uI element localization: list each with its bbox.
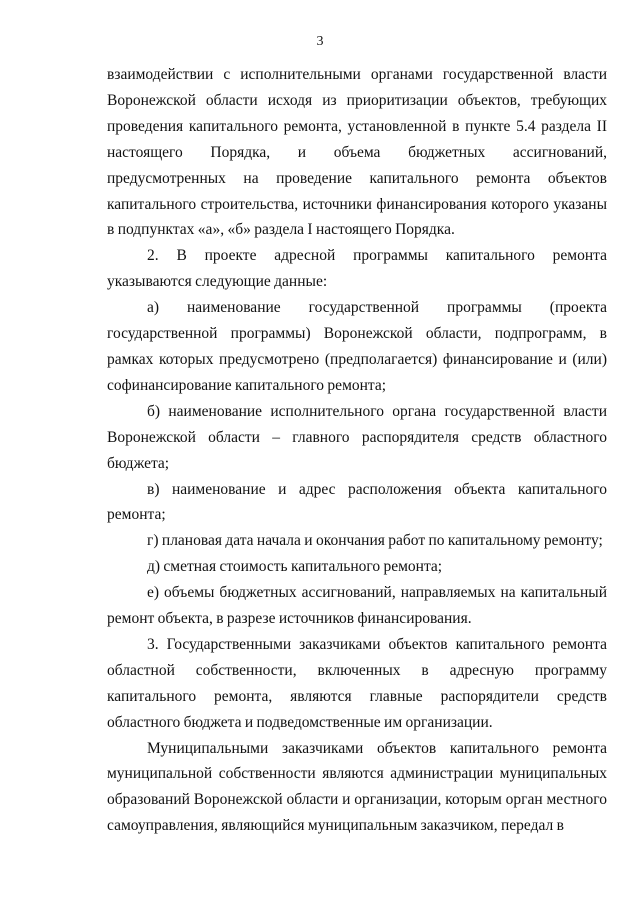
page-number: 3	[316, 34, 324, 49]
paragraph-subitem-g: г) плановая дата начала и окончания работ по капитальному ремонту;	[147, 532, 603, 550]
paragraph-subitem-e: е) объемы бюджетных ассигнований, направляемых на капитальный ремонт объекта, в разрезе источников финансирования.	[107, 584, 607, 628]
paragraph-municipal-customers: Муниципальными заказчиками объектов капитального ремонта муниципальной собственности являются администрации муниципальных образований Воронежской области и организации, которым орган местного самоуправления, являющийся муниципальным заказчиком, передал в	[107, 739, 607, 835]
document-body	[107, 62, 607, 839]
paragraph-continuation: взаимодействии с исполнительными органами государственной власти Воронежской области исходя из приоритизации объектов, требующих проведения капитального ремонта, установленной в пункте 5.4 раздела II настоящего Порядка, и объема бюджетных ассигнований, предусмотренных на проведение капитального ремонта объектов капитального строительства, источники финансирования которого указаны в подпунктах «а», «б» раздела I настоящего Порядка.	[107, 66, 607, 239]
paragraph-subitem-d: д) сметная стоимость капитального ремонта;	[147, 558, 443, 576]
paragraph-item-2: 2. В проекте адресной программы капитального ремонта указываются следующие данные:	[107, 247, 607, 291]
paragraph-subitem-a: а) наименование государственной программы (проекта государственной программы) Воронежской области, подпрограмм, в рамках которых предусмотрено (предполагается) финансирование и (или) софинансирование капитального ремонта;	[107, 299, 607, 394]
paragraph-subitem-b: б) наименование исполнительного органа государственной власти Воронежской области – главного распорядителя средств областного бюджета;	[107, 402, 607, 472]
paragraph-subitem-v: в) наименование и адрес расположения объекта капитального ремонта;	[107, 480, 607, 524]
paragraph-item-3: 3. Государственными заказчиками объектов капитального ремонта областной собственности, включенных в адресную программу капитального ремонта, являются главные распорядители средств областного бюджета и подведомственные им организации.	[107, 635, 607, 731]
